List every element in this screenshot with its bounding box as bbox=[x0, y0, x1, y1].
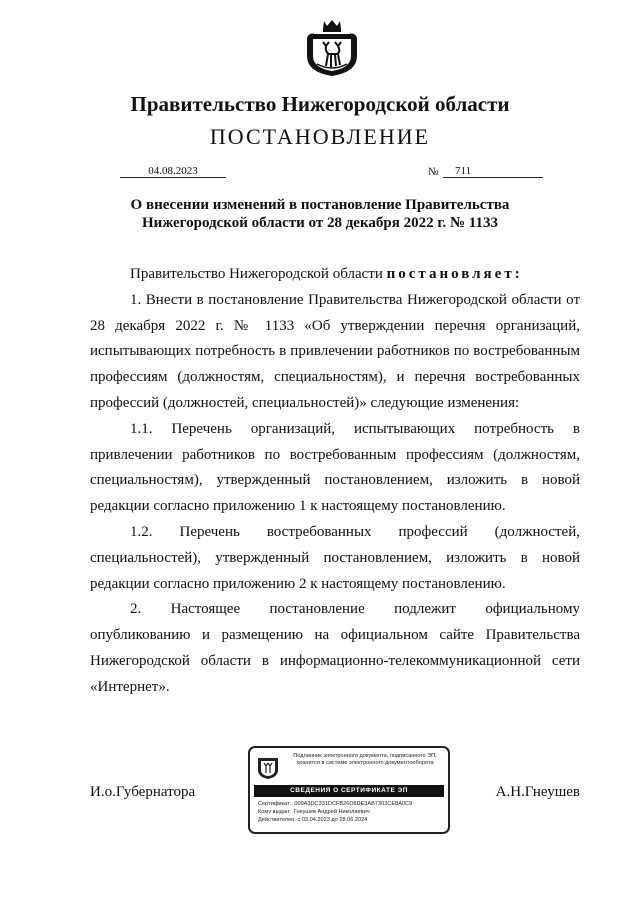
intro-paragraph bbox=[90, 262, 580, 288]
stamp-notice-line-1: Подлинник электронного документа, подписанного ЭП, bbox=[293, 753, 437, 759]
government-name: Правительство Нижегородской области bbox=[130, 92, 510, 116]
stamp-notice-line-2: хранится в системе электронного документооборота bbox=[296, 760, 434, 766]
document-body bbox=[90, 262, 580, 701]
document-type: ПОСТАНОВЛЕНИЕ bbox=[209, 124, 431, 149]
stamp-notice bbox=[286, 753, 444, 767]
signatory-name: А.Н.Гнеушев bbox=[495, 784, 580, 800]
coat-of-arms-icon bbox=[303, 18, 361, 78]
signatory-title: И.о.Губернатора bbox=[90, 784, 196, 800]
document-subject bbox=[60, 196, 580, 232]
subject-line-2: Нижегородской области от 28 декабря 2022 г. № 1133 bbox=[142, 215, 498, 231]
stamp-owner-value: Гнеушев Андрей Николаевич bbox=[293, 809, 370, 815]
stamp-cert-label: Сертификат: bbox=[258, 801, 292, 807]
document-number: 711 bbox=[443, 165, 543, 178]
intro-prefix: Правительство Нижегородской области bbox=[130, 266, 387, 282]
stamp-cert-value: 009A3DC331DCFB26D8DE3AB7302CE8A0C9 bbox=[294, 801, 413, 807]
stamp-owner-label: Кому выдан: bbox=[258, 809, 291, 815]
number-sign: № bbox=[428, 166, 439, 178]
stamp-valid-value: с 03.04.2023 до 28.06.2024 bbox=[297, 817, 368, 823]
decree-word: постановляет: bbox=[386, 266, 523, 282]
stamp-emblem-icon bbox=[257, 754, 279, 780]
paragraph-1-1: 1.1. Перечень организаций, испытывающих потребность в привлечении работников по востребованным профессиям (должностям, специальностям), утвержденный постановлением, изложить в новой редакции согласно приложению 1 к настоящему постановлению. bbox=[90, 420, 580, 515]
paragraph-1-2: 1.2. Перечень востребованных профессий (должностей, специальностей), утвержденный постановлением, изложить в новой редакции согласно приложению 2 к настоящему постановлению. bbox=[90, 523, 580, 592]
stamp-valid-label: Действителен: bbox=[258, 817, 296, 823]
stamp-valid-row bbox=[258, 817, 367, 824]
stamp-header: СВЕДЕНИЯ О СЕРТИФИКАТЕ ЭП bbox=[254, 785, 444, 797]
paragraph-2: 2. Настоящее постановление подлежит официальному опубликованию и размещению на официальном сайте Правительства Нижегородской области в информационно-телекоммуникационной сети «Интернет». bbox=[90, 601, 580, 695]
electronic-signature-stamp bbox=[248, 746, 450, 834]
stamp-owner-row bbox=[258, 809, 370, 816]
subject-line-1: О внесении изменений в постановление Правительства bbox=[130, 197, 510, 213]
document-date: 04.08.2023 bbox=[120, 165, 226, 178]
stamp-cert-row bbox=[258, 801, 412, 808]
paragraph-1: 1. Внести в постановление Правительства Нижегородской области от 28 декабря 2022 г. № 1133 «Об утверждении перечня организаций, испытывающих потребность в привлечении работников по востребованным профессиям (должностям, специальностям), и перечня востребованных профессий (должностей, специальностей)» следующие изменения: bbox=[90, 291, 580, 411]
